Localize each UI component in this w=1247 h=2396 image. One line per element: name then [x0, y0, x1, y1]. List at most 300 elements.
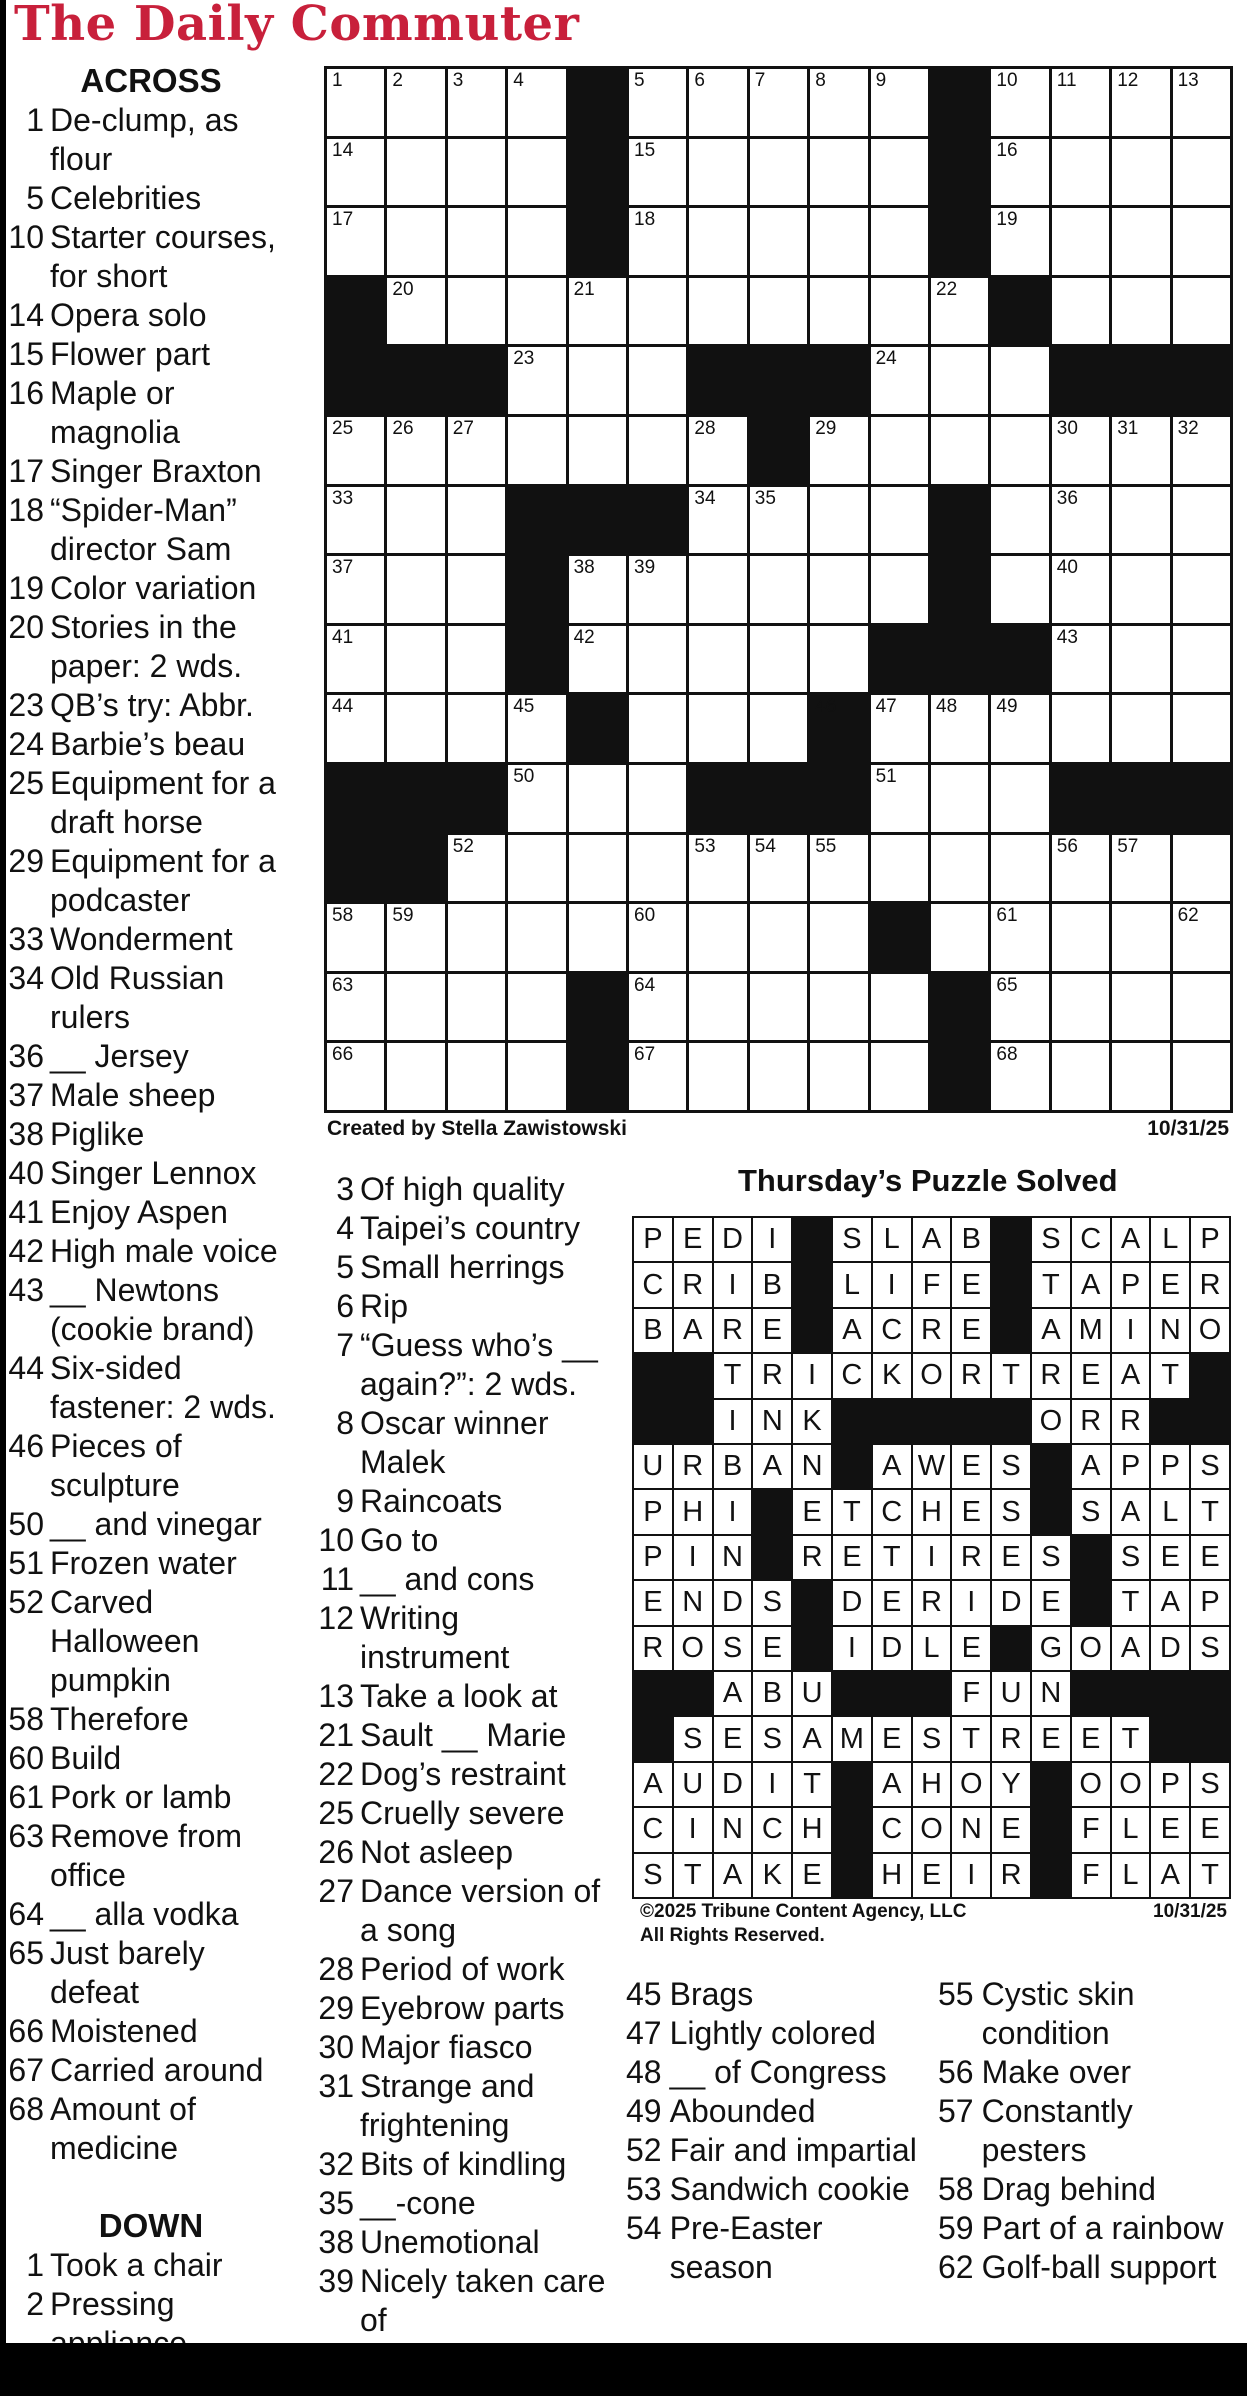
- clue-number: 33: [8, 921, 44, 957]
- grid-cell[interactable]: [448, 974, 505, 1041]
- grid-cell[interactable]: [508, 278, 565, 345]
- grid-cell[interactable]: [1052, 139, 1109, 206]
- grid-cell[interactable]: [1112, 487, 1169, 554]
- grid-cell[interactable]: [810, 835, 867, 902]
- grid-cell[interactable]: [931, 904, 988, 971]
- solved-block: [1032, 1854, 1070, 1897]
- solved-letter: E: [793, 1490, 831, 1533]
- clue: [316, 1950, 606, 1989]
- grid-cell[interactable]: [508, 139, 565, 206]
- grid-cell[interactable]: [387, 626, 444, 693]
- grid-cell[interactable]: [689, 626, 746, 693]
- grid-cell[interactable]: [750, 278, 807, 345]
- grid-cell[interactable]: [871, 974, 928, 1041]
- cell-number: 65: [996, 974, 1018, 996]
- grid-cell[interactable]: [327, 974, 384, 1041]
- grid-cell[interactable]: [569, 347, 626, 414]
- grid-cell[interactable]: [387, 208, 444, 275]
- clue-text: Make over: [981, 2054, 1131, 2090]
- solved-letter: P: [634, 1490, 672, 1533]
- grid-block: [1112, 347, 1169, 414]
- grid-cell[interactable]: [931, 417, 988, 484]
- grid-cell[interactable]: [1112, 1043, 1169, 1110]
- solved-letter: R: [952, 1536, 990, 1579]
- clue: [316, 1989, 606, 2028]
- clue-number: 49: [626, 2093, 662, 2129]
- grid-cell[interactable]: [508, 835, 565, 902]
- grid-cell[interactable]: [1173, 974, 1230, 1041]
- solved-letter: O: [1032, 1400, 1070, 1443]
- grid-cell[interactable]: [991, 556, 1048, 623]
- grid-cell[interactable]: [387, 278, 444, 345]
- grid-cell[interactable]: [871, 278, 928, 345]
- grid-cell[interactable]: [629, 765, 686, 832]
- grid-block: [569, 974, 626, 1041]
- grid-cell[interactable]: [1052, 487, 1109, 554]
- clue-number: 15: [8, 336, 44, 372]
- down-column-2: [316, 1170, 606, 2340]
- grid-cell[interactable]: [1112, 208, 1169, 275]
- solved-letter: T: [1191, 1854, 1229, 1897]
- solved-block: [793, 1581, 831, 1624]
- grid-cell[interactable]: [508, 69, 565, 136]
- clue-number: 1: [26, 102, 44, 138]
- cell-number: 18: [634, 209, 656, 231]
- cell-number: 46: [815, 696, 837, 718]
- grid-cell[interactable]: [689, 974, 746, 1041]
- clue-text: Old Russian rulers: [50, 960, 225, 1035]
- grid-cell[interactable]: [569, 835, 626, 902]
- solved-block: [873, 1400, 911, 1443]
- grid-cell[interactable]: [991, 417, 1048, 484]
- clue-text: Lightly colored: [669, 2015, 876, 2051]
- clue: [6, 1271, 296, 1349]
- grid-cell[interactable]: [1052, 904, 1109, 971]
- grid-cell[interactable]: [387, 487, 444, 554]
- grid-cell[interactable]: [629, 556, 686, 623]
- clue-number: 20: [8, 609, 44, 645]
- grid-cell[interactable]: [689, 208, 746, 275]
- grid-cell[interactable]: [750, 139, 807, 206]
- clue: [6, 1739, 296, 1778]
- solved-letter: O: [952, 1763, 990, 1806]
- puzzle-credit: Created by Stella Zawistowski: [327, 1117, 627, 1140]
- grid-cell[interactable]: [931, 278, 988, 345]
- grid-cell[interactable]: [871, 1043, 928, 1110]
- grid-cell[interactable]: [1052, 556, 1109, 623]
- grid-block: [931, 626, 988, 693]
- grid-cell[interactable]: [327, 417, 384, 484]
- clue: [6, 920, 296, 959]
- grid-cell[interactable]: [810, 69, 867, 136]
- solved-letter: B: [714, 1445, 752, 1488]
- solved-letter: S: [1032, 1536, 1070, 1579]
- grid-cell[interactable]: [810, 278, 867, 345]
- grid-cell[interactable]: [569, 417, 626, 484]
- clue: [6, 569, 296, 608]
- grid-cell[interactable]: [991, 1043, 1048, 1110]
- grid-cell[interactable]: [508, 904, 565, 971]
- solved-letter: O: [1072, 1763, 1110, 1806]
- grid-cell[interactable]: [810, 974, 867, 1041]
- grid-cell[interactable]: [871, 835, 928, 902]
- grid-cell[interactable]: [448, 695, 505, 762]
- grid-cell[interactable]: [991, 139, 1048, 206]
- grid-cell[interactable]: [810, 1043, 867, 1110]
- solved-letter: T: [674, 1854, 712, 1897]
- grid-cell[interactable]: [871, 347, 928, 414]
- grid-cell[interactable]: [327, 695, 384, 762]
- grid-block: [1173, 347, 1230, 414]
- grid-cell[interactable]: [448, 835, 505, 902]
- grid-cell[interactable]: [387, 974, 444, 1041]
- solved-letter: A: [873, 1763, 911, 1806]
- grid-cell[interactable]: [871, 139, 928, 206]
- grid-cell[interactable]: [448, 487, 505, 554]
- grid-cell[interactable]: [448, 556, 505, 623]
- grid-cell[interactable]: [1052, 1043, 1109, 1110]
- grid-cell[interactable]: [750, 487, 807, 554]
- solved-letter: R: [1191, 1263, 1229, 1306]
- grid-cell[interactable]: [750, 626, 807, 693]
- grid-cell[interactable]: [387, 1043, 444, 1110]
- grid-cell[interactable]: [1173, 208, 1230, 275]
- grid-cell[interactable]: [1173, 417, 1230, 484]
- down-heading: DOWN: [98, 2207, 204, 2244]
- solved-letter: S: [1112, 1536, 1150, 1579]
- grid-cell[interactable]: [810, 904, 867, 971]
- grid-cell[interactable]: [327, 904, 384, 971]
- clue-number: 5: [26, 180, 44, 216]
- grid-cell[interactable]: [1052, 278, 1109, 345]
- grid-cell[interactable]: [1112, 556, 1169, 623]
- grid-cell[interactable]: [1052, 695, 1109, 762]
- grid-cell[interactable]: [448, 417, 505, 484]
- grid-cell[interactable]: [327, 69, 384, 136]
- grid-cell[interactable]: [1173, 695, 1230, 762]
- grid-cell[interactable]: [1112, 974, 1169, 1041]
- grid-cell[interactable]: [991, 69, 1048, 136]
- grid-cell[interactable]: [387, 556, 444, 623]
- grid-cell[interactable]: [508, 695, 565, 762]
- grid-cell[interactable]: [1052, 835, 1109, 902]
- solved-letter: A: [1072, 1263, 1110, 1306]
- solved-letter: E: [913, 1854, 951, 1897]
- clue-text: __ of Congress: [669, 2054, 887, 2090]
- grid-cell[interactable]: [508, 347, 565, 414]
- solved-block: [1151, 1717, 1189, 1760]
- grid-cell[interactable]: [1112, 695, 1169, 762]
- clue-number: 44: [8, 1350, 44, 1386]
- clue: [6, 1700, 296, 1739]
- solved-letter: E: [992, 1536, 1030, 1579]
- solved-block: [634, 1672, 672, 1715]
- grid-cell[interactable]: [387, 695, 444, 762]
- solved-letter: F: [952, 1672, 990, 1715]
- grid-cell[interactable]: [629, 835, 686, 902]
- grid-cell[interactable]: [629, 626, 686, 693]
- grid-cell[interactable]: [1112, 417, 1169, 484]
- clue: [626, 2014, 926, 2053]
- solved-letter: L: [1112, 1854, 1150, 1897]
- grid-cell[interactable]: [387, 69, 444, 136]
- grid-cell[interactable]: [689, 278, 746, 345]
- solved-letter: W: [913, 1445, 951, 1488]
- grid-cell[interactable]: [750, 904, 807, 971]
- grid-cell[interactable]: [569, 765, 626, 832]
- clue-number: 10: [8, 219, 44, 255]
- clue-number: 32: [318, 2146, 354, 2182]
- clue-number: 6: [336, 1288, 354, 1324]
- clue-number: 24: [8, 726, 44, 762]
- grid-cell[interactable]: [1173, 69, 1230, 136]
- grid-cell[interactable]: [689, 139, 746, 206]
- clue: [6, 1349, 296, 1427]
- solved-letter: E: [714, 1717, 752, 1760]
- grid-cell[interactable]: [629, 139, 686, 206]
- across-heading: ACROSS: [80, 62, 222, 99]
- grid-cell[interactable]: [327, 1043, 384, 1110]
- grid-cell[interactable]: [448, 278, 505, 345]
- grid-cell[interactable]: [689, 695, 746, 762]
- grid-cell[interactable]: [750, 695, 807, 762]
- grid-cell[interactable]: [991, 835, 1048, 902]
- solved-block: [1151, 1672, 1189, 1715]
- grid-cell[interactable]: [1173, 835, 1230, 902]
- grid-cell[interactable]: [931, 695, 988, 762]
- grid-cell[interactable]: [810, 556, 867, 623]
- solved-letter: E: [1151, 1808, 1189, 1851]
- grid-cell[interactable]: [750, 69, 807, 136]
- solved-letter: E: [753, 1309, 791, 1352]
- solved-letter: U: [793, 1672, 831, 1715]
- grid-block: [810, 347, 867, 414]
- cell-number: 37: [332, 557, 354, 579]
- grid-cell[interactable]: [1052, 208, 1109, 275]
- cell-number: 38: [573, 557, 595, 579]
- clue-number: 48: [626, 2054, 662, 2090]
- clue: [6, 686, 296, 725]
- grid-cell[interactable]: [1173, 904, 1230, 971]
- grid-cell[interactable]: [1112, 835, 1169, 902]
- grid-cell[interactable]: [327, 487, 384, 554]
- grid-cell[interactable]: [931, 347, 988, 414]
- grid-cell[interactable]: [991, 347, 1048, 414]
- clue-text: Taipei’s country: [360, 1210, 580, 1246]
- grid-cell[interactable]: [629, 208, 686, 275]
- grid-cell[interactable]: [1112, 278, 1169, 345]
- grid-cell[interactable]: [689, 1043, 746, 1110]
- grid-cell[interactable]: [327, 208, 384, 275]
- grid-cell[interactable]: [689, 904, 746, 971]
- solved-letter: O: [1191, 1309, 1229, 1352]
- clue-text: __ Newtons (cookie brand): [50, 1272, 255, 1347]
- clue-number: 7: [336, 1327, 354, 1363]
- clue: [6, 296, 296, 335]
- grid-cell[interactable]: [810, 487, 867, 554]
- grid-cell[interactable]: [991, 904, 1048, 971]
- grid-cell[interactable]: [327, 556, 384, 623]
- clue-number: 21: [318, 1717, 354, 1753]
- solved-letter: S: [992, 1490, 1030, 1533]
- grid-cell[interactable]: [508, 974, 565, 1041]
- clue-number: 13: [318, 1678, 354, 1714]
- grid-cell[interactable]: [629, 904, 686, 971]
- grid-cell[interactable]: [871, 417, 928, 484]
- grid-cell[interactable]: [629, 417, 686, 484]
- grid-cell[interactable]: [750, 835, 807, 902]
- grid-block: [931, 1043, 988, 1110]
- grid-cell[interactable]: [689, 835, 746, 902]
- grid-cell[interactable]: [569, 556, 626, 623]
- grid-cell[interactable]: [508, 1043, 565, 1110]
- grid-cell[interactable]: [871, 556, 928, 623]
- grid-cell[interactable]: [871, 695, 928, 762]
- clue-text: Celebrities: [50, 180, 202, 216]
- solved-letter: D: [833, 1581, 871, 1624]
- grid-cell[interactable]: [448, 69, 505, 136]
- grid-cell[interactable]: [569, 278, 626, 345]
- solved-letter: D: [992, 1581, 1030, 1624]
- grid-cell[interactable]: [448, 626, 505, 693]
- grid-cell[interactable]: [629, 1043, 686, 1110]
- grid-cell[interactable]: [1112, 626, 1169, 693]
- solved-letter: F: [913, 1263, 951, 1306]
- grid-cell[interactable]: [629, 69, 686, 136]
- grid-cell[interactable]: [1173, 278, 1230, 345]
- solved-letter: A: [913, 1218, 951, 1261]
- grid-cell[interactable]: [991, 974, 1048, 1041]
- grid-cell[interactable]: [750, 974, 807, 1041]
- clue-text: Go to: [360, 1522, 439, 1558]
- cell-number: 4: [513, 70, 524, 91]
- grid-cell[interactable]: [810, 208, 867, 275]
- grid-cell[interactable]: [508, 417, 565, 484]
- grid-cell[interactable]: [991, 487, 1048, 554]
- grid-cell[interactable]: [871, 765, 928, 832]
- clue-text: Stories in the paper: 2 wds.: [50, 609, 243, 684]
- grid-cell[interactable]: [387, 904, 444, 971]
- clue-number: 38: [318, 2224, 354, 2260]
- solved-letter: E: [833, 1536, 871, 1579]
- clue-number: 68: [8, 2091, 44, 2127]
- grid-cell[interactable]: [629, 974, 686, 1041]
- grid-cell[interactable]: [629, 347, 686, 414]
- clue: [6, 374, 296, 452]
- grid-cell[interactable]: [1173, 1043, 1230, 1110]
- clue-number: 62: [938, 2249, 974, 2285]
- grid-cell[interactable]: [387, 139, 444, 206]
- grid-cell[interactable]: [810, 139, 867, 206]
- grid-cell[interactable]: [1173, 139, 1230, 206]
- solved-block: [1191, 1400, 1229, 1443]
- grid-cell[interactable]: [1052, 417, 1109, 484]
- grid-cell[interactable]: [810, 417, 867, 484]
- cell-number: 51: [875, 765, 897, 787]
- grid-cell[interactable]: [871, 208, 928, 275]
- solved-letter: E: [873, 1717, 911, 1760]
- grid-cell[interactable]: [1173, 626, 1230, 693]
- clue-text: Singer Braxton: [50, 453, 262, 489]
- grid-cell[interactable]: [810, 626, 867, 693]
- solved-letter: S: [1191, 1445, 1229, 1488]
- grid-cell[interactable]: [448, 904, 505, 971]
- grid-cell[interactable]: [689, 69, 746, 136]
- clue-text: __ alla vodka: [50, 1896, 239, 1932]
- cell-number: 29: [815, 417, 837, 439]
- grid-cell[interactable]: [569, 904, 626, 971]
- clue: [316, 1716, 606, 1755]
- grid-block: [689, 765, 746, 832]
- grid-cell[interactable]: [750, 556, 807, 623]
- grid-block: [1112, 765, 1169, 832]
- grid-cell[interactable]: [629, 278, 686, 345]
- grid-cell[interactable]: [1052, 69, 1109, 136]
- grid-cell[interactable]: [991, 695, 1048, 762]
- grid-block: [931, 208, 988, 275]
- grid-block: [508, 556, 565, 623]
- cell-number: 56: [1056, 835, 1078, 857]
- grid-cell[interactable]: [508, 208, 565, 275]
- grid-cell[interactable]: [448, 208, 505, 275]
- grid-cell[interactable]: [1052, 974, 1109, 1041]
- grid-cell[interactable]: [448, 1043, 505, 1110]
- grid-cell[interactable]: [327, 139, 384, 206]
- clue-text: “Spider-Man” director Sam: [50, 492, 237, 567]
- grid-cell[interactable]: [750, 208, 807, 275]
- grid-cell[interactable]: [750, 1043, 807, 1110]
- grid-cell[interactable]: [991, 208, 1048, 275]
- solved-letter: T: [793, 1763, 831, 1806]
- grid-cell[interactable]: [871, 487, 928, 554]
- solved-letter: C: [1072, 1218, 1110, 1261]
- solved-letter: A: [1112, 1218, 1150, 1261]
- solved-puzzle-title: Thursday’s Puzzle Solved: [738, 1163, 1118, 1198]
- grid-cell[interactable]: [569, 626, 626, 693]
- clue-number: 14: [8, 297, 44, 333]
- grid-cell[interactable]: [689, 487, 746, 554]
- grid-cell[interactable]: [931, 835, 988, 902]
- grid-cell[interactable]: [1052, 626, 1109, 693]
- grid-cell[interactable]: [387, 417, 444, 484]
- solved-block: [793, 1309, 831, 1352]
- cell-number: 2: [392, 70, 403, 91]
- grid-cell[interactable]: [1112, 139, 1169, 206]
- across-clue-list: [6, 101, 296, 2168]
- grid-cell[interactable]: [1112, 904, 1169, 971]
- solved-letter: F: [1072, 1808, 1110, 1851]
- grid-cell[interactable]: [629, 695, 686, 762]
- grid-cell[interactable]: [508, 765, 565, 832]
- clue: [6, 2051, 296, 2090]
- grid-cell[interactable]: [448, 139, 505, 206]
- grid-block: [448, 765, 505, 832]
- cell-number: 63: [332, 974, 354, 996]
- grid-cell[interactable]: [1112, 69, 1169, 136]
- grid-cell[interactable]: [931, 765, 988, 832]
- grid-cell[interactable]: [689, 556, 746, 623]
- grid-cell[interactable]: [1173, 487, 1230, 554]
- clue: [316, 1170, 606, 1209]
- clue-number: 40: [8, 1155, 44, 1191]
- grid-cell[interactable]: [689, 417, 746, 484]
- clue: [938, 1975, 1238, 2053]
- grid-cell[interactable]: [1173, 556, 1230, 623]
- grid-cell[interactable]: [327, 626, 384, 693]
- grid-cell[interactable]: [871, 69, 928, 136]
- clue: [316, 1560, 606, 1599]
- grid-cell[interactable]: [991, 765, 1048, 832]
